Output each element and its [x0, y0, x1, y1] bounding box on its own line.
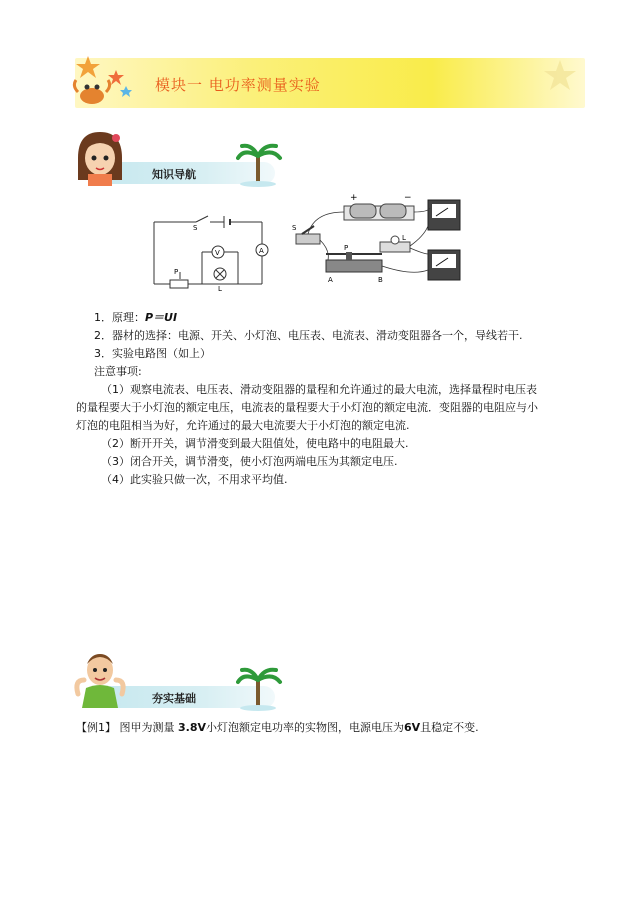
note1-line3: 灯泡的电阻相当为好，允许通过的最大电流要大于小灯泡的额定电流. — [76, 419, 410, 432]
circuit-diagram-line: 3．实验电路图（如上） — [94, 347, 211, 360]
note3-line: （3）闭合开关，调节滑变，使小灯泡两端电压为其额定电压. — [101, 455, 398, 468]
principle-prefix: 1．原理： — [94, 311, 145, 324]
knowledge-section-title: 知识导航 — [152, 168, 196, 181]
example-voltage-2: 6V — [404, 721, 421, 734]
real-switch-label: S — [292, 224, 297, 232]
ammeter-label: A — [259, 247, 264, 255]
note1-line1: （1）观察电流表、电压表、滑动变阻器的量程和允许通过的最大电流，选择量程时电压表 — [101, 383, 537, 396]
example-tag: 【例1】 — [76, 721, 116, 734]
notes-heading: 注意事项: — [94, 365, 142, 378]
module-title: 模块一 电功率测量实验 — [155, 76, 321, 94]
girl-avatar-icon — [68, 128, 130, 188]
circuit-diagram — [150, 212, 270, 296]
battery-plus-label: + — [350, 193, 358, 203]
rheostat-label: P — [174, 268, 179, 276]
equipment-line: 2．器材的选择：电源、开关、小灯泡、电压表、电流表、滑动变阻器各一个，导线若干. — [94, 329, 523, 342]
real-lamp-label: L — [402, 234, 406, 242]
crab-starfish-icon — [70, 52, 160, 112]
boy-avatar-icon — [70, 648, 134, 712]
example-text-after: 且稳定不变. — [420, 721, 479, 734]
voltmeter-label: V — [215, 249, 220, 257]
palm-tree-icon-2 — [236, 662, 284, 712]
note1-line2: 的量程要大于小灯泡的额定电压，电流表的量程要大于小灯泡的额定电流．变阻器的电阻应与小 — [76, 401, 538, 414]
example-line — [76, 719, 479, 737]
foundation-section-title: 夯实基础 — [152, 692, 196, 705]
switch-label: S — [193, 224, 198, 232]
starfish-icon — [540, 56, 580, 96]
real-terminal-a-label: A — [328, 276, 333, 284]
apparatus-illustration — [292, 190, 464, 296]
real-slider-label: P — [344, 244, 349, 252]
note4-line: （4）此实验只做一次，不用求平均值. — [101, 473, 288, 486]
example-text-before: 图甲为测量 — [119, 721, 175, 734]
principle-formula: P＝UI — [145, 311, 178, 324]
principle-line — [94, 309, 177, 327]
battery-minus-label: − — [404, 193, 412, 203]
example-voltage-1: 3.8V — [178, 721, 206, 734]
lamp-label: L — [218, 285, 222, 293]
palm-tree-icon — [236, 138, 284, 188]
example-text-middle: 小灯泡额定电功率的实物图，电源电压为 — [206, 721, 404, 734]
note2-line: （2）断开开关，调节滑变到最大阻值处，使电路中的电阻最大. — [101, 437, 409, 450]
real-terminal-b-label: B — [378, 276, 383, 284]
